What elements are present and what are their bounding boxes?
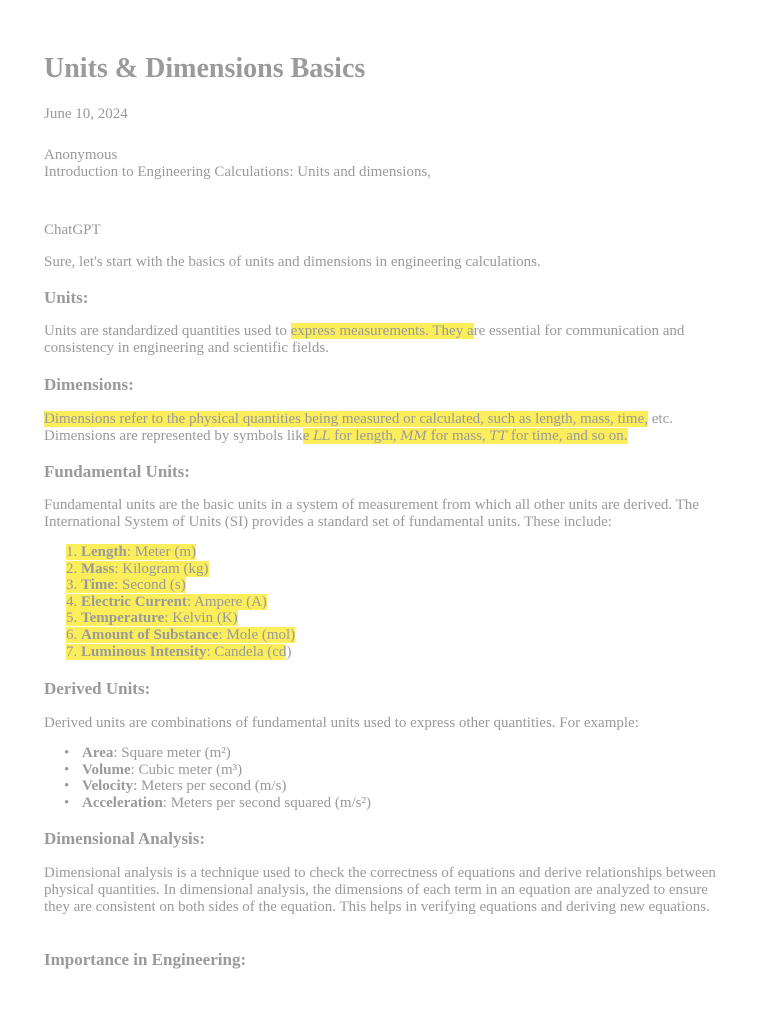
list-item-highlight bbox=[66, 544, 196, 560]
list-desc: : Mole (mol) bbox=[218, 626, 296, 643]
list-desc: : Second (s) bbox=[114, 577, 186, 594]
list-item-highlight bbox=[66, 644, 286, 660]
list-term: Temperature bbox=[81, 610, 165, 627]
list-term: Acceleration bbox=[82, 794, 163, 811]
derived-units-list bbox=[64, 745, 371, 811]
list-term: Area bbox=[82, 745, 114, 761]
list-item-highlight bbox=[66, 577, 186, 593]
list-desc: : Meter (m) bbox=[126, 544, 196, 560]
list-number: 3. bbox=[66, 577, 78, 594]
dimensions-e: e bbox=[302, 428, 314, 444]
symbol-time: TT bbox=[489, 429, 508, 444]
fundamental-paragraph: Fundamental units are the basic units in a system of measurement from which all other units are derived. The International System of Units (SI) provides a standard set of fundamental units. These include: bbox=[44, 497, 699, 530]
dimensions-for-mass: for mass, bbox=[427, 428, 490, 444]
list-item-highlight bbox=[66, 594, 267, 610]
list-term: Volume bbox=[82, 761, 131, 778]
list-number: 2. bbox=[66, 560, 78, 577]
list-item bbox=[64, 745, 371, 762]
list-item bbox=[66, 577, 295, 594]
list-item-highlight bbox=[66, 627, 295, 643]
bullet-icon: • bbox=[64, 794, 70, 811]
units-highlight: express measurements. They a bbox=[290, 323, 474, 339]
list-item bbox=[66, 594, 295, 611]
list-term: Length bbox=[81, 544, 127, 560]
symbol-mass: MM bbox=[400, 429, 427, 444]
list-term: Mass bbox=[81, 560, 115, 577]
analysis-paragraph: Dimensional analysis is a technique used to check the correctness of equations and derive relationships between physical quantities. In dimensional analysis, the dimensions of each term in an equation are analyzed to ensure they are consistent on both sides of the equation. This helps in verifying equations and deriving new equations. bbox=[44, 865, 716, 915]
units-text-pre: Units are standardized quantities used to bbox=[44, 323, 291, 339]
user-message-text: Introduction to Engineering Calculations: Units and dimensions, bbox=[44, 164, 432, 180]
list-desc: : Meters per second (m/s) bbox=[133, 778, 287, 795]
page-title: Units & Dimensions Basics bbox=[44, 53, 366, 84]
derived-heading: Derived Units: bbox=[44, 679, 151, 698]
analysis-heading: Dimensional Analysis: bbox=[44, 829, 206, 848]
list-term: Luminous Intensity bbox=[81, 643, 207, 660]
dimensions-highlight-2 bbox=[303, 428, 628, 444]
list-item bbox=[66, 544, 295, 561]
list-number: 4. bbox=[66, 593, 78, 610]
units-text-post: re essential for communication and consistency in engineering and scientific fields. bbox=[44, 323, 685, 356]
dimensions-tail: for time, and so on. bbox=[507, 428, 628, 444]
list-desc: : Ampere (A) bbox=[186, 593, 267, 610]
dimensions-text-mid: etc. Dimensions are represented by symbols lik bbox=[44, 411, 673, 444]
list-desc: : Kilogram (kg) bbox=[114, 560, 209, 577]
fundamental-heading: Fundamental Units: bbox=[44, 462, 190, 481]
document-date: June 10, 2024 bbox=[44, 106, 128, 122]
list-desc-close: ) bbox=[286, 643, 292, 660]
bullet-icon: • bbox=[64, 778, 70, 795]
dimensions-highlight-1: Dimensions refer to the physical quantities being measured or calculated, such as length, mass, time, bbox=[44, 411, 648, 427]
list-term: Amount of Substance bbox=[81, 626, 219, 643]
list-number: 1. bbox=[66, 544, 78, 560]
list-number: 5. bbox=[66, 610, 78, 627]
list-item-highlight bbox=[66, 610, 238, 626]
list-item bbox=[66, 644, 295, 661]
list-desc: : Meters per second squared (m/s²) bbox=[162, 794, 371, 811]
list-item bbox=[66, 627, 295, 644]
list-item bbox=[66, 561, 295, 578]
dimensions-paragraph bbox=[44, 411, 734, 445]
bullet-icon: • bbox=[64, 761, 70, 778]
list-desc: : Candela (cd bbox=[206, 643, 287, 660]
dimensions-for-length: for length, bbox=[330, 428, 401, 444]
importance-heading: Importance in Engineering: bbox=[44, 950, 247, 969]
derived-paragraph: Derived units are combinations of fundamental units used to express other quantities. For example: bbox=[44, 715, 639, 731]
units-paragraph bbox=[44, 323, 734, 357]
bullet-icon: • bbox=[64, 745, 70, 761]
user-author: Anonymous bbox=[44, 147, 118, 163]
list-term: Electric Current bbox=[81, 593, 187, 610]
list-number: 7. bbox=[66, 643, 78, 660]
fundamental-units-list bbox=[66, 544, 295, 660]
assistant-name: ChatGPT bbox=[44, 222, 101, 238]
list-term: Velocity bbox=[82, 778, 134, 795]
list-item bbox=[64, 795, 371, 812]
list-desc: : Kelvin (K) bbox=[164, 610, 238, 627]
symbol-length: LL bbox=[313, 429, 331, 444]
assistant-intro: Sure, let's start with the basics of units and dimensions in engineering calculations. bbox=[44, 254, 541, 270]
list-item bbox=[64, 762, 371, 779]
list-term: Time bbox=[81, 577, 115, 594]
list-item-highlight bbox=[66, 561, 209, 577]
list-item bbox=[66, 610, 295, 627]
list-desc: : Square meter (m²) bbox=[113, 745, 231, 761]
list-item bbox=[64, 778, 371, 795]
units-heading: Units: bbox=[44, 288, 89, 307]
list-desc: : Cubic meter (m³) bbox=[130, 761, 243, 778]
dimensions-heading: Dimensions: bbox=[44, 375, 134, 394]
user-message bbox=[44, 147, 431, 181]
list-number: 6. bbox=[66, 626, 78, 643]
